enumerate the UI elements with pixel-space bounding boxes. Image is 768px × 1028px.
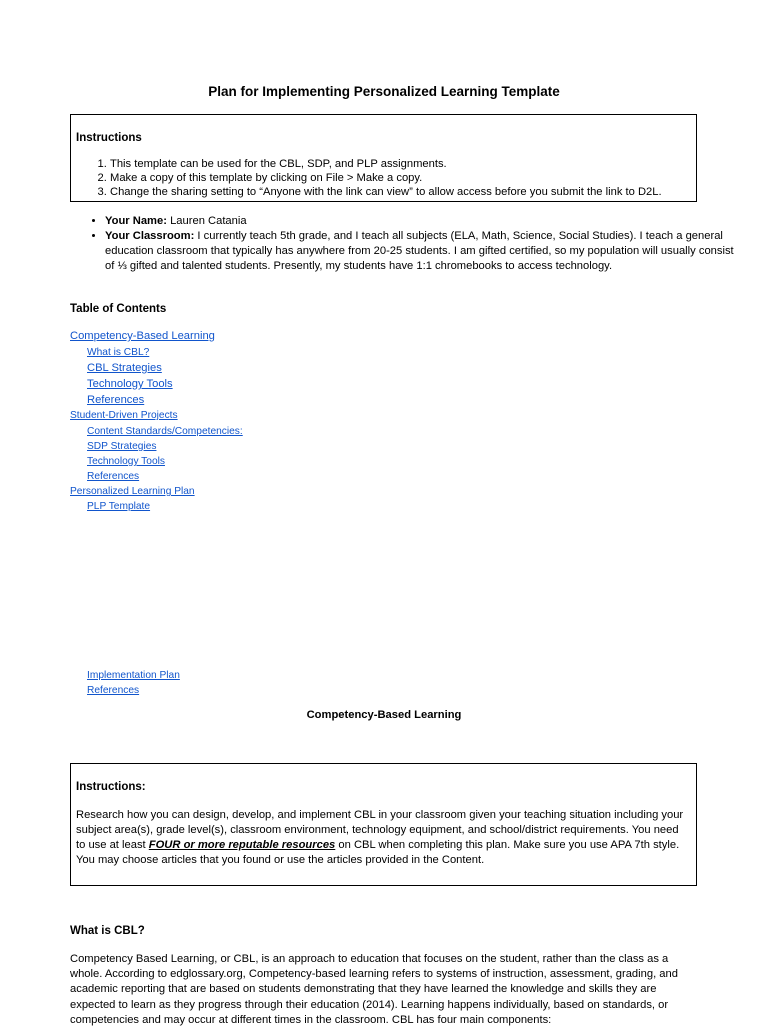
- toc-link-plp-template[interactable]: PLP Template: [87, 501, 151, 512]
- info-bullets: [70, 214, 737, 274]
- instruction-item: 2. Make a copy of this template by clicking on File > Make a copy.: [110, 171, 662, 185]
- cbl-instructions-text-before: Research how you can design, develop, and implement CBL in your classroom given your teaching situation including your subject area(s), grade level(s), classroom environment, technology equipment, and school/district requirements. You need to use at least: [76, 809, 684, 851]
- your-classroom-item: [105, 229, 737, 274]
- toc-link-implementation-plan[interactable]: Implementation Plan: [87, 670, 180, 681]
- cbl-instructions-text-after: on CBL when completing this plan. Make sure you use APA 7th style. You may choose articles that you found or use the articles provided in the Content.: [76, 839, 680, 866]
- your-name-value: Lauren Catania: [166, 215, 247, 227]
- toc-link-what-is-cbl[interactable]: What is CBL?: [87, 347, 150, 358]
- instruction-item: 1. This template can be used for the CBL, SDP, and PLP assignments.: [110, 157, 662, 171]
- toc-link-student-driven-projects[interactable]: Student-Driven Projects: [70, 410, 178, 421]
- what-is-cbl-heading: What is CBL?: [70, 925, 145, 937]
- your-name-item: [105, 214, 737, 229]
- toc-link-competency-based-learning[interactable]: Competency-Based Learning: [70, 330, 215, 342]
- what-is-cbl-paragraph: Competency Based Learning, or CBL, is an approach to education that focuses on the student, rather than the class as a whole. According to edglossary.org, Competency-based learning refers to systems of instruction, assessment, grading, and academic reporting that are based on students demonstrating that they have learned the knowledge and skills they are expected to learn as they progress through their education (2014). Learning happens individually, based on standards, or competencies and may occur at different times in the classroom. CBL has four main components:: [70, 953, 678, 1026]
- section-title: Competency-Based Learning: [306, 709, 462, 721]
- toc-link-references-sdp[interactable]: References: [87, 471, 140, 482]
- your-classroom-label: Your Classroom:: [105, 230, 195, 242]
- toc-link-technology-tools-sdp[interactable]: Technology Tools: [87, 456, 165, 467]
- toc-link-technology-tools-cbl[interactable]: Technology Tools: [87, 378, 173, 390]
- toc-link-personalized-learning-plan[interactable]: Personalized Learning Plan: [70, 486, 195, 497]
- cbl-instructions-emphasis: FOUR or more reputable resources: [148, 839, 336, 851]
- toc-link-cbl-strategies[interactable]: CBL Strategies: [87, 362, 162, 374]
- toc-link-sdp-strategies[interactable]: SDP Strategies: [87, 441, 157, 452]
- instructions-list: [76, 157, 662, 199]
- cbl-instructions-box: [70, 763, 697, 886]
- your-name-label: Your Name:: [105, 215, 167, 227]
- your-classroom-value: I currently teach 5th grade, and I teach all subjects (ELA, Math, Science, Social Studies). I teach a general education classroom that typically has anywhere from 20-25 students. I am gifted certified, so my population will usually consist of ⅓ gifted and talented students. Presently, my students have 1:1 chromebooks to access technology.: [105, 230, 734, 272]
- toc-link-content-standards[interactable]: Content Standards/Competencies:: [87, 426, 243, 437]
- cbl-instructions-heading: Instructions:: [76, 781, 146, 793]
- instructions-box: [70, 114, 697, 202]
- cbl-instructions-text: [76, 808, 688, 868]
- toc-link-references-plp[interactable]: References: [87, 685, 140, 696]
- instruction-item: 3. Change the sharing setting to “Anyone with the link can view” to allow access before you submit the link to D2L.: [110, 185, 662, 199]
- page-title: Plan for Implementing Personalized Learning Template: [208, 84, 560, 99]
- toc-link-references-cbl[interactable]: References: [87, 394, 145, 406]
- instructions-heading: Instructions: [76, 132, 142, 144]
- toc-heading: Table of Contents: [70, 303, 167, 315]
